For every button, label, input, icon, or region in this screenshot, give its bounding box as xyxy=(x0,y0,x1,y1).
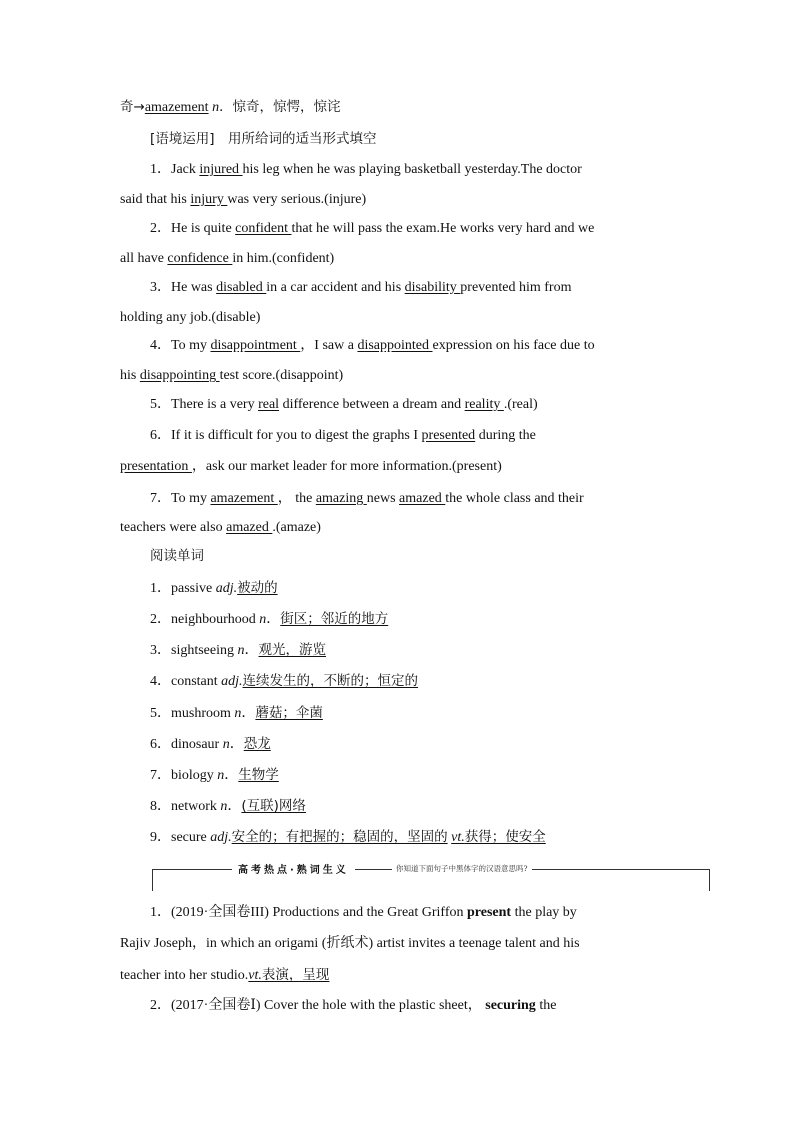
bold-word: securing xyxy=(485,998,536,1013)
heading-tag: [语境运用] xyxy=(150,131,215,147)
text: 5．There is a very xyxy=(150,397,259,412)
answer: disability xyxy=(404,280,461,295)
answer: presented xyxy=(421,428,476,443)
text: expression on his face due to xyxy=(432,338,595,353)
text: in a car accident and his xyxy=(266,280,405,295)
exercise-2-cont xyxy=(120,249,334,269)
text: teachers were also xyxy=(120,520,227,535)
vocab-meaning: 观光，游览 xyxy=(258,642,326,658)
vocab-num: 2． xyxy=(150,612,171,627)
text: in him.(confident) xyxy=(232,251,335,266)
reading-heading: 阅读单词 xyxy=(150,548,204,564)
vocab-num: 7． xyxy=(150,768,171,783)
part-of-speech: n xyxy=(217,768,225,783)
bold-word: present xyxy=(467,905,512,920)
vocab-num: 3． xyxy=(150,643,171,658)
text: Rajiv Joseph，in which an origami (折纸术) artist invites a teenage talent and his xyxy=(120,936,580,951)
vocab-num: 4． xyxy=(150,674,171,689)
exercise-3 xyxy=(150,278,571,298)
vocab-meaning: (互联)网络 xyxy=(241,798,306,814)
exercise-4-cont xyxy=(120,366,343,386)
text: was very serious.(injure) xyxy=(227,192,367,207)
vocab-meaning: 被动的 xyxy=(237,580,278,596)
text: 2．(2017·全国卷Ⅰ) Cover the hole with the plastic sheet， xyxy=(150,998,486,1013)
part-of-speech: n xyxy=(259,612,267,627)
text: ， the xyxy=(277,491,316,506)
vocab-meaning: 安全的；有把握的；稳固的，坚固的 xyxy=(231,829,448,845)
vocab-meaning: 街区；邻近的地方 xyxy=(280,611,389,627)
text: that he will pass the exam.He works very hard and we xyxy=(291,221,595,236)
text: 1．Jack xyxy=(150,162,200,177)
part-of-speech: adj. xyxy=(210,830,232,845)
exercise-6 xyxy=(150,426,536,446)
gaokao-example-1 xyxy=(150,903,577,923)
text: 3．He was xyxy=(150,280,217,295)
gaokao-example-2 xyxy=(150,996,556,1016)
vocab-item: 7．biology n．生物学 xyxy=(150,767,279,783)
vocab-word: network xyxy=(171,799,221,814)
text: the play by xyxy=(511,905,577,920)
answer: confident xyxy=(235,221,292,236)
part-of-speech: n xyxy=(220,799,228,814)
text: during the xyxy=(475,428,536,443)
banner-title: 高考热点·熟词生义 xyxy=(232,861,355,876)
text: the xyxy=(535,998,557,1013)
vocab-word: constant xyxy=(171,674,222,689)
vocab-word: biology xyxy=(171,768,218,783)
text: test score.(disappoint) xyxy=(219,368,344,383)
text: .(amaze) xyxy=(272,520,321,535)
answer: presentation xyxy=(120,459,192,474)
part-of-speech: adj. xyxy=(221,674,243,689)
vocab-meaning: 恐龙 xyxy=(243,736,271,752)
text: teacher into her studio. xyxy=(120,968,249,983)
text: news xyxy=(366,491,400,506)
part-of-speech: n xyxy=(222,737,230,752)
exercise-1 xyxy=(150,160,582,180)
part-of-speech: vt. xyxy=(451,830,465,845)
answer: reality xyxy=(464,397,504,412)
vocab-meaning: 生物学 xyxy=(238,767,279,783)
text: his xyxy=(120,368,140,383)
exercise-7 xyxy=(150,489,584,509)
text: difference between a dream and xyxy=(279,397,465,412)
text: 1．(2019·全国卷III) Productions and the Great Griffon xyxy=(150,905,468,920)
vocab-num: 6． xyxy=(150,737,171,752)
vocab-word: sightseeing xyxy=(171,643,238,658)
vocab-word: 9．secure xyxy=(150,830,211,845)
gaokao-example-1-answer xyxy=(120,965,329,986)
answer: confidence xyxy=(167,251,233,266)
vocab-item xyxy=(150,578,278,599)
banner-bracket-left xyxy=(152,869,153,891)
vocab-item xyxy=(150,671,418,692)
text: holding any job.(disable) xyxy=(120,310,261,325)
vocab-item: 2．neighbourhood n．街区；邻近的地方 xyxy=(150,611,389,627)
exercise-7-cont xyxy=(120,518,321,538)
vocab-word: neighbourhood xyxy=(171,612,260,627)
answer: amazement xyxy=(210,491,278,506)
vocab-word: mushroom xyxy=(171,706,235,721)
part-of-speech: adj. xyxy=(215,581,238,596)
answer: disappointed xyxy=(357,338,433,353)
answer: disabled xyxy=(216,280,267,295)
gaokao-example-1-cont xyxy=(120,934,580,954)
text: ，ask our market leader for more information.(present) xyxy=(191,459,502,474)
context-heading xyxy=(150,129,377,150)
text: 2．He is quite xyxy=(150,221,236,236)
answer: injured xyxy=(199,162,243,177)
vocab-num: 8． xyxy=(150,799,171,814)
vocab-item: 8．network n．(互联)网络 xyxy=(150,798,306,814)
exercise-4 xyxy=(150,336,595,356)
exercise-6-cont xyxy=(120,457,502,477)
answer: amazed xyxy=(399,491,446,506)
answer: disappointing xyxy=(139,368,220,383)
answer: disappointment xyxy=(210,338,301,353)
vocab-meaning: 蘑菇；伞菌 xyxy=(255,705,323,721)
text: said that his xyxy=(120,192,191,207)
heading-text: 用所给词的适当形式填空 xyxy=(214,131,377,147)
vocab-num: 1． xyxy=(150,581,171,596)
text: .(real) xyxy=(503,397,538,412)
text: 7．To my xyxy=(150,491,211,506)
text: 6．If it is difficult for you to digest the graphs I xyxy=(150,428,422,443)
vocab-item xyxy=(150,827,546,848)
text: the whole class and their xyxy=(445,491,584,506)
vocab-meaning: 连续发生的，不断的；恒定的 xyxy=(242,673,419,689)
meaning: ．惊奇，惊愕，惊诧 xyxy=(219,99,341,115)
answer: amazing xyxy=(315,491,367,506)
part-of-speech: n xyxy=(208,100,220,115)
answer: real xyxy=(258,397,280,412)
vocab-meaning: 获得；使安全 xyxy=(464,829,546,845)
vocab-item: 5．mushroom n．蘑菇；伞菌 xyxy=(150,705,323,721)
text: his leg when he was playing basketball yesterday.The doctor xyxy=(242,162,582,177)
text: 奇→ xyxy=(120,99,145,115)
vocab-word: passive xyxy=(171,581,216,596)
word-formation-line xyxy=(120,97,341,118)
text: ，I saw a xyxy=(300,338,358,353)
vocab-num: 5． xyxy=(150,706,171,721)
vocab-item: 6．dinosaur n．恐龙 xyxy=(150,736,271,752)
part-of-speech: n xyxy=(237,643,245,658)
answer: amazed xyxy=(226,520,273,535)
banner-hint: 你知道下面句子中黑体字的汉语意思吗? xyxy=(392,863,532,874)
vocab-word: dinosaur xyxy=(171,737,223,752)
banner-bracket-right xyxy=(709,869,710,891)
part-of-speech: n xyxy=(234,706,242,721)
part-of-speech: vt. xyxy=(248,968,262,983)
text: 4．To my xyxy=(150,338,211,353)
section-banner xyxy=(152,857,710,893)
answer: amazement xyxy=(144,100,209,115)
answer: 表演，呈现 xyxy=(261,967,330,983)
exercise-5 xyxy=(150,395,538,415)
text: prevented him from xyxy=(460,280,572,295)
exercise-1-cont xyxy=(120,190,366,210)
answer: injury xyxy=(190,192,228,207)
exercise-3-cont xyxy=(120,308,260,328)
text: all have xyxy=(120,251,168,266)
exercise-2 xyxy=(150,219,594,239)
vocab-item: 3．sightseeing n．观光，游览 xyxy=(150,642,326,658)
